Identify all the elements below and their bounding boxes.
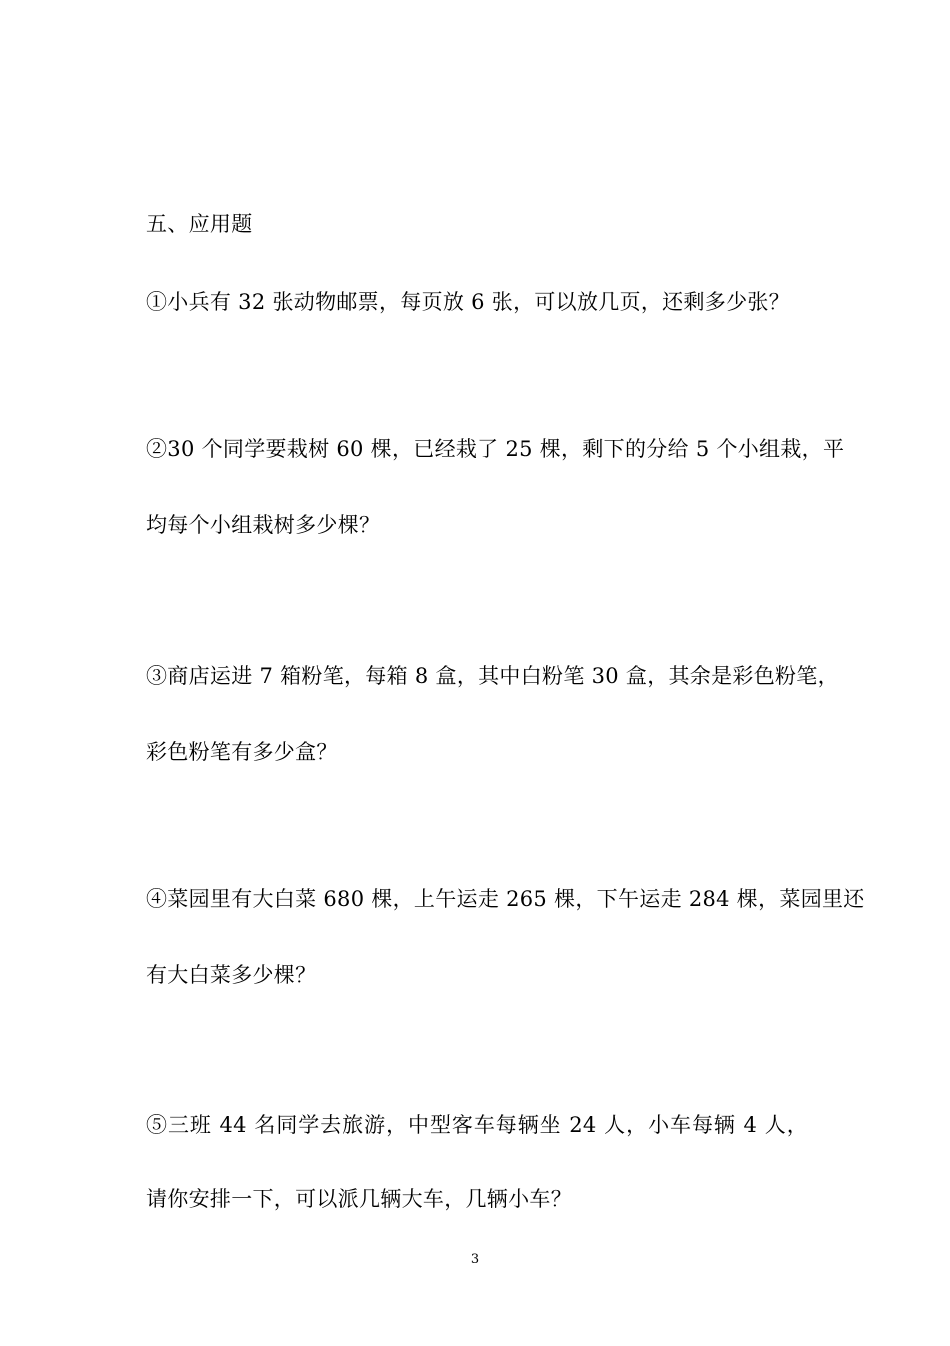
problem-2-line-2: 均每个小组栽树多少棵？ (146, 513, 381, 537)
problem-5-line-2: 请你安排一下，可以派几辆大车，几辆小车？ (146, 1187, 572, 1211)
problem-4-line-1: ④菜园里有大白菜 680 棵，上午运走 265 棵，下午运走 284 棵，菜园里还 (146, 887, 865, 911)
problem-5-line-1: ⑤三班 44 名同学去旅游，中型客车每辆坐 24 人，小车每辆 4 人， (146, 1113, 808, 1137)
problem-1-line-1: ①小兵有 32 张动物邮票，每页放 6 张，可以放几页，还剩多少张？ (146, 290, 790, 314)
page-number: 3 (470, 1252, 480, 1267)
problem-4-line-2: 有大白菜多少棵？ (146, 963, 317, 987)
section-heading: 五、应用题 (146, 212, 253, 236)
problem-3-line-1: ③商店运进 7 箱粉笔，每箱 8 盒，其中白粉笔 30 盒，其余是彩色粉笔， (146, 664, 839, 688)
problem-2-line-1: ②30 个同学要栽树 60 棵，已经栽了 25 棵，剩下的分给 5 个小组栽，平 (146, 437, 845, 461)
problem-3-line-2: 彩色粉笔有多少盒？ (146, 740, 338, 764)
